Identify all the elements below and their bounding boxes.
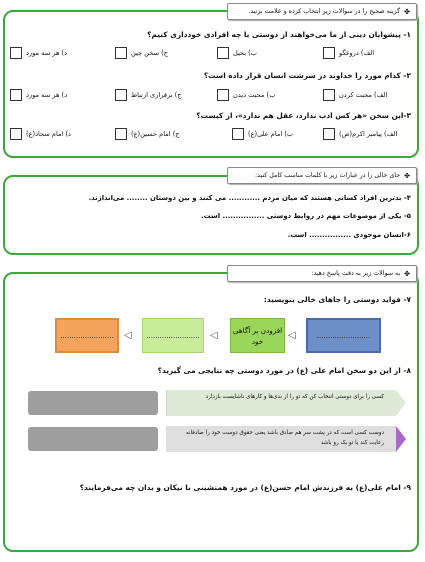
checkbox[interactable] xyxy=(10,89,22,101)
item-5: ۵- یکی از موضوعات مهم در روابط دوستی ................ است. xyxy=(201,212,411,220)
answer-box-1[interactable] xyxy=(28,391,158,415)
section-3-header-text: به سوالات زیر به دقت پاسخ دهید: xyxy=(311,270,401,277)
star-icon: ✤ xyxy=(404,269,410,278)
checkbox[interactable] xyxy=(115,47,127,59)
section-2-header-text: جای خالی را در عبارات زیر با کلمات مناسب کامل کنید: xyxy=(255,172,401,179)
question-3: ۳-این سخن «هر کس ادب ندارد، عقل هم ندارد»، از کیست؟ xyxy=(196,111,411,120)
benefit-box-4[interactable]: ........................ xyxy=(55,318,119,353)
quote-1: کسی را برای دوستی انتخاب کن که تو را از بدی‌ها و کارهای ناشایست بازدارد xyxy=(166,390,396,416)
question-8: ۸- از این دو سخن امام علی (ع) در مورد دوستی چه نتایجی می گیرید؟ xyxy=(157,366,411,375)
option-d[interactable]: د) امام سجاد(ع) xyxy=(10,128,90,142)
question-7: ۷- فواید دوستی را جاهای خالی بنویسید: xyxy=(263,295,411,304)
option-b[interactable]: ب) محبت دیدن xyxy=(217,89,287,103)
checkbox[interactable] xyxy=(10,128,22,140)
star-icon: ✤ xyxy=(404,7,410,16)
checkbox[interactable] xyxy=(232,128,244,140)
question-2: ۲- کدام مورد را خداوند در سرشت انسان قرار داده است؟ xyxy=(203,71,411,80)
question-9: ۹- امام علی(ع) به فرزندش امام حسن(ع) در مورد همنشینی با نیکان و بدان چه می‌فرمایند؟ xyxy=(79,483,411,492)
benefit-box-1[interactable]: ........................ xyxy=(306,318,381,353)
question-3-options xyxy=(10,128,415,142)
answer-box-2[interactable] xyxy=(28,427,158,451)
section-1-header xyxy=(227,3,417,20)
section-2-header xyxy=(227,167,417,184)
option-c[interactable]: ج) امام حسین(ع) xyxy=(115,128,205,142)
option-a[interactable]: الف) محبت کردن xyxy=(323,89,413,103)
checkbox[interactable] xyxy=(323,128,335,140)
benefit-box-2: افزودن بر آگاهی خود xyxy=(230,318,285,353)
checkbox[interactable] xyxy=(323,47,335,59)
option-b[interactable]: ب) بخیل xyxy=(217,47,287,61)
option-c[interactable]: ج) سخن چین xyxy=(115,47,185,61)
checkbox[interactable] xyxy=(217,89,229,101)
benefit-box-3[interactable]: ........................ xyxy=(142,318,204,353)
checkbox[interactable] xyxy=(323,89,335,101)
option-a[interactable]: الف) دروغگو xyxy=(323,47,413,61)
arrow-left-icon: ◁ xyxy=(288,330,296,341)
option-d[interactable]: د) هر سه مورد xyxy=(10,47,80,61)
item-6: ۶-انسان موجودی ................ است. xyxy=(287,231,411,239)
checkbox[interactable] xyxy=(217,47,229,59)
item-4: ۴- بدترین افراد کسانی هستند که میان مردم ............ می کنند و بین دوستان ........ می‌اندازند. xyxy=(88,194,411,202)
star-icon: ✤ xyxy=(404,171,410,180)
option-d[interactable]: د) هر سه مورد xyxy=(10,89,80,103)
option-c[interactable]: ج) برقراری ارتباط xyxy=(115,89,205,103)
arrow-left-icon: ◁ xyxy=(210,330,218,341)
checkbox[interactable] xyxy=(115,128,127,140)
arrow-left-icon: ◁ xyxy=(124,330,132,341)
question-1: ۱- پیشوایان دینی از ما می‌خواهند از دوستی با چه افرادی خودداری کنیم؟ xyxy=(147,30,411,39)
quote-2: دوست کسی است که در پشت سر هم صادق باشد یعنی حقوق دوست خود را صادقانه رعایت کند یا تو یک رو باشد xyxy=(166,426,396,452)
option-b[interactable]: ب) امام علی(ع) xyxy=(232,128,302,142)
checkbox[interactable] xyxy=(115,89,127,101)
section-3-header xyxy=(227,265,417,282)
checkbox[interactable] xyxy=(10,47,22,59)
question-1-options xyxy=(10,47,415,61)
option-a[interactable]: الف) پیامبر اکرم(ص) xyxy=(323,128,413,142)
section-1-header-text: گزینه صحیح را در سوالات زیر انتخاب کرده و علامت بزنید. xyxy=(248,8,401,15)
question-2-options xyxy=(10,89,415,103)
